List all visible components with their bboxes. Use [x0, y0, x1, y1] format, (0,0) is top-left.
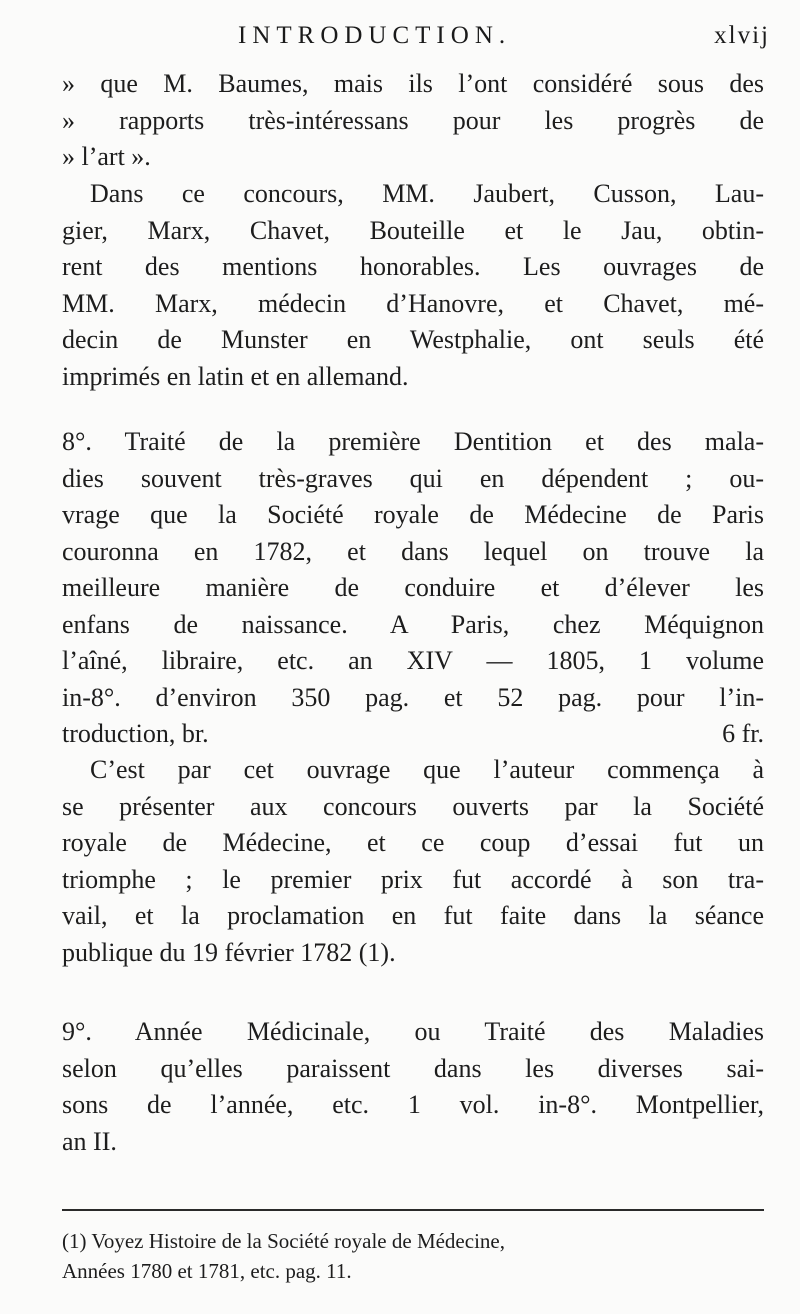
price: 6 fr.	[722, 719, 764, 748]
text-line: » rapports très-intéressans pour les progrès de	[62, 105, 764, 135]
text-line: meilleure manière de conduire et d’élever les	[62, 573, 764, 602]
page-number: xlvij	[714, 22, 770, 49]
text-line: » que M. Baumes, mais ils l’ont considéré sous des	[62, 69, 764, 98]
text-line: couronna en 1782, et dans lequel on trouve la	[62, 536, 764, 566]
text-line: l’aîné, libraire, etc. an XIV — 1805, 1 volume	[62, 646, 764, 675]
footnote-rule	[62, 1209, 764, 1211]
text-line: publique du 19 février 1782 (1).	[62, 937, 396, 967]
text-line: sons de l’année, etc. 1 vol. in-8°. Montpellier,	[62, 1090, 764, 1119]
text-line: triomphe ; le premier prix fut accordé à son tra-	[62, 864, 764, 894]
paragraph-item-9	[62, 1014, 764, 1160]
paragraph-item-8-continued	[62, 752, 764, 971]
footnote	[62, 1226, 764, 1286]
paragraph-item-8	[62, 424, 764, 753]
footnote-line: Années 1780 et 1781, etc. pag. 11.	[62, 1259, 352, 1283]
text-line: dies souvent très-graves qui en dépendent ; ou-	[62, 463, 764, 493]
text-line: MM. Marx, médecin d’Hanovre, et Chavet, mé-	[62, 288, 764, 318]
text-line: 8°. Traité de la première Dentition et des mala-	[62, 427, 764, 456]
page-header	[0, 22, 800, 58]
text-line: imprimés en latin et en allemand.	[62, 361, 409, 391]
text-line: C’est par cet ouvrage que l’auteur commença à	[90, 755, 764, 784]
text-line: troduction, br.	[62, 719, 209, 748]
text-line: rent des mentions honorables. Les ouvrages de	[62, 252, 764, 281]
text-line: 9°. Année Médicinale, ou Traité des Maladies	[62, 1017, 764, 1046]
text-line: se présenter aux concours ouverts par la Société	[62, 791, 764, 821]
text-line: Dans ce concours, MM. Jaubert, Cusson, Lau-	[90, 179, 764, 208]
text-line: royale de Médecine, et ce coup d’essai fut un	[62, 828, 764, 857]
paragraph-quote-end	[62, 66, 764, 176]
text-line: vrage que la Société royale de Médecine de Paris	[62, 500, 764, 529]
text-line: selon qu’elles paraissent dans les diverses sai-	[62, 1053, 764, 1083]
text-line: in-8°. d’environ 350 pag. et 52 pag. pour l’in-	[62, 682, 764, 712]
text-line: an II.	[62, 1126, 117, 1156]
footnote-line: (1) Voyez Histoire de la Société royale de Médecine,	[62, 1229, 505, 1253]
text-line: gier, Marx, Chavet, Bouteille et le Jau, obtin-	[62, 215, 764, 245]
paragraph-concours	[62, 176, 764, 395]
text-line: » l’art ».	[62, 142, 151, 171]
text-line: enfans de naissance. A Paris, chez Méquignon	[62, 609, 764, 639]
text-line: vail, et la proclamation en fut faite dans la séance	[62, 901, 764, 930]
text-line: decin de Munster en Westphalie, ont seuls été	[62, 325, 764, 354]
running-title: INTRODUCTION.	[238, 22, 512, 49]
